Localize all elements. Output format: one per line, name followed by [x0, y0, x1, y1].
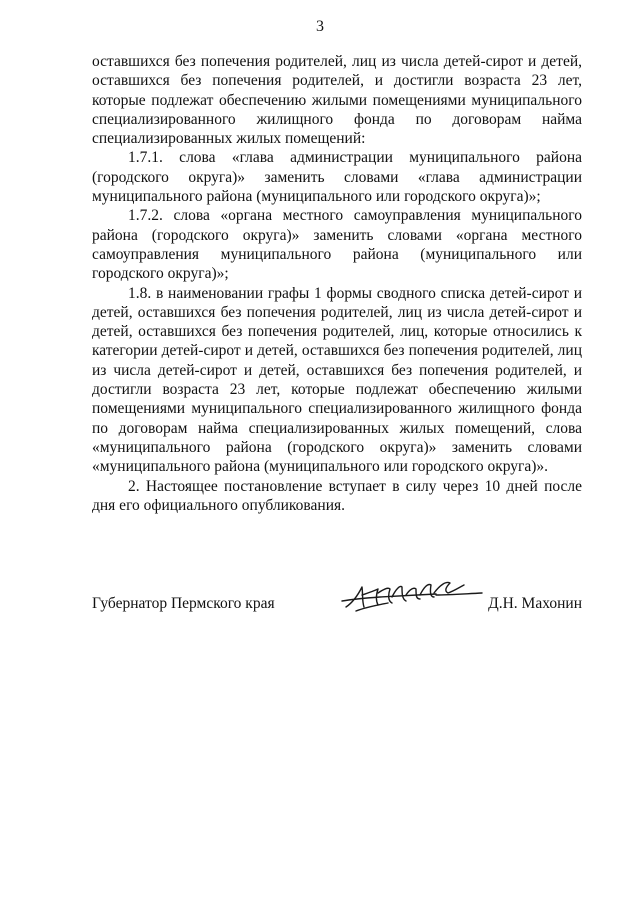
document-body [92, 52, 582, 515]
signer-title: Губернатор Пермского края [92, 595, 275, 612]
paragraph-1-7-1: 1.7.1. слова «глава администрации муниципального района (городского округа)» заменить словами «глава администрации муниципального района (муниципального или городского округа)»; [92, 149, 582, 206]
signer-name: Д.Н. Махонин [488, 595, 582, 612]
paragraph-continuation: оставшихся без попечения родителей, лиц из числа детей-сирот и детей, оставшихся без попечения родителей, и достигли возраста 23 лет, которые подлежат обеспечению жилыми помещениями муниципального специализированного жилищного фонда по договорам найма специализированных жилых помещений: [92, 53, 582, 148]
paragraph-1-8: 1.8. в наименовании графы 1 формы сводного списка детей-сирот и детей, оставшихся без попечения родителей, лиц из числа детей-сирот и детей, оставшихся без попечения родителей, лиц, которые относились к категории детей-сирот и детей, оставшихся без попечения родителей, лиц из числа детей-сирот и детей, оставшихся без попечения родителей, и достигли возраста 23 лет, которые подлежат обеспечению жилыми помещениями муниципального специализированного жилищного фонда по договорам найма специализированных жилых помещений, слова «муниципального района (городского округа)» заменить словами «муниципального района (муниципального или городского округа)». [92, 284, 582, 476]
paragraph-1-7-2: 1.7.2. слова «органа местного самоуправления муниципального района (городского округа)» заменить словами «органа местного самоуправления муниципального района (муниципального или городского округа)»; [92, 207, 582, 283]
page-number: 3 [316, 18, 324, 35]
paragraph-2: 2. Настоящее постановление вступает в силу через 10 дней после дня его официального опубликования. [92, 477, 582, 514]
handwritten-signature [336, 577, 484, 617]
